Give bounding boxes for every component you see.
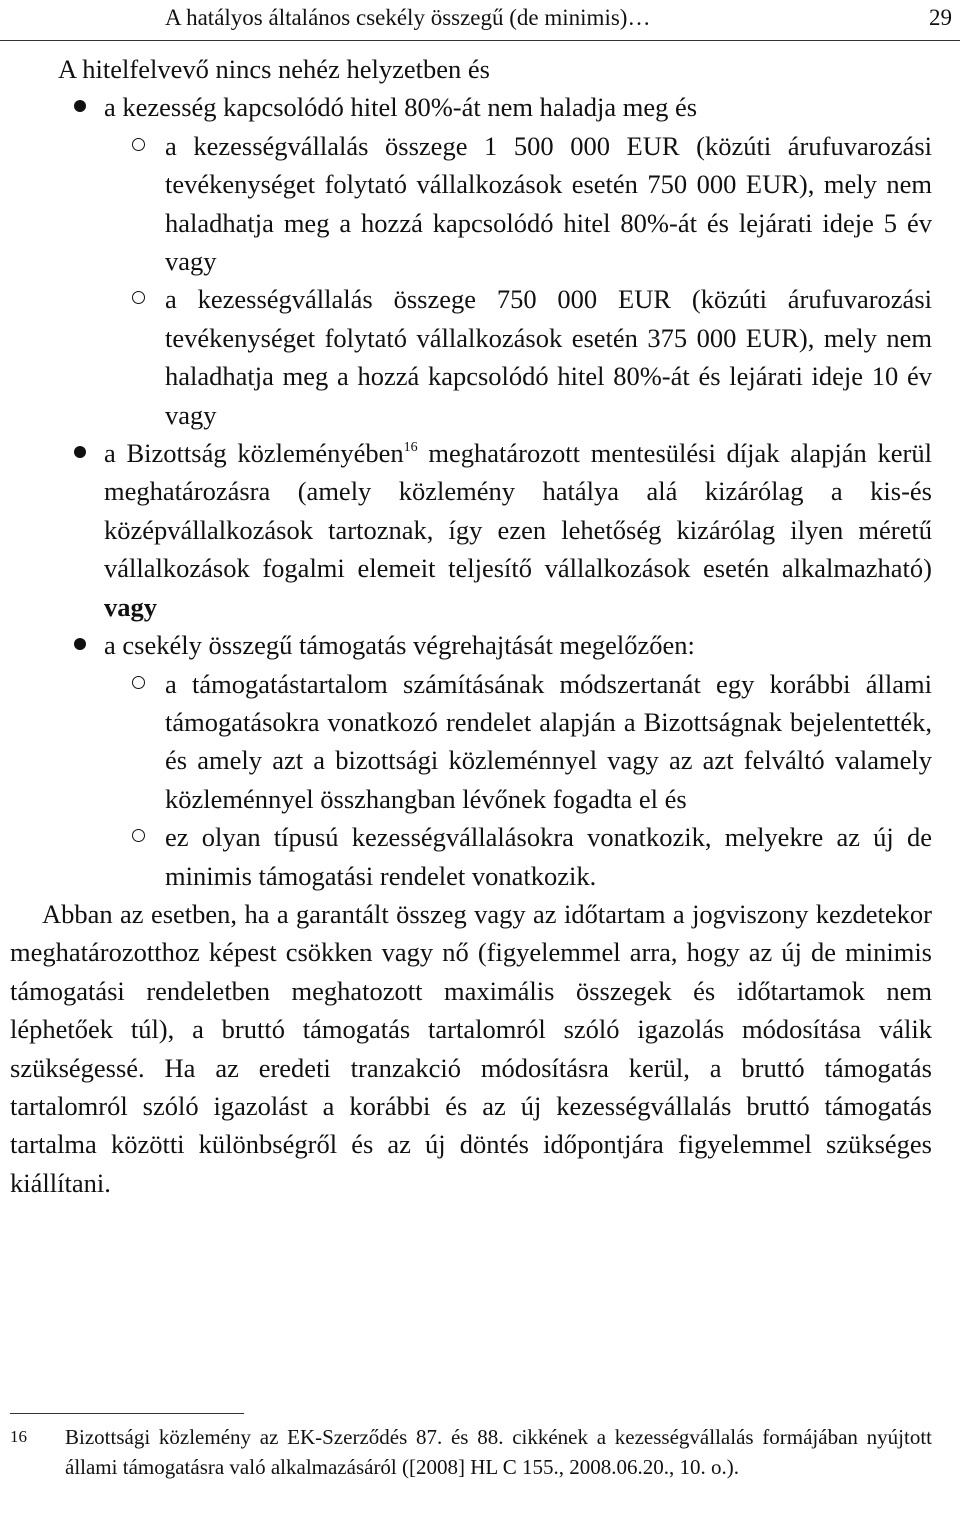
sub-list-item (10, 127, 932, 281)
list-item-text-part: a Bizottság közleményében (104, 438, 404, 469)
bullet-circle-icon (132, 138, 145, 151)
footnote-text: Bizottsági közlemény az EK-Szerződés 87. és 88. cikkének a kezességvállalás formájában nyújtott állami támogatásra való alkalmazásáról ([2008] HL C 155., 2008.06.20., 10. o.). (65, 1425, 932, 1479)
list-item-text-part: meghatározott mentesülési díjak alapján kerül meghatározásra (amely közlemény hatálya alá kizárólag a kis-és középvállalkozások tartoznak, így ezen lehetőség kizárólag ilyen méretű vállalkozások fogalmi elemeit teljesítő vállalkozások esetén alkalmazható) (104, 438, 932, 584)
sub-list-item (10, 665, 932, 819)
bullet-circle-icon (132, 291, 145, 304)
sub-list-item-text: a kezességvállalás összege 750 000 EUR (közúti árufuvarozási tevékenységet folytató vállalkozások esetén 375 000 EUR), mely nem haladhatja meg a hozzá kapcsolódó hitel 80%-át és lejárati ideje 10 év vagy (165, 284, 932, 430)
body-paragraph: Abban az esetben, ha a garantált összeg vagy az időtartam a jogviszony kezdetekor meghatározotthoz képest csökken vagy nő (figyelemmel arra, hogy az új de minimis támogatási rendeletben meghatozott maximális összegek és időtartamok nem léphetőek túl), a bruttó támogatás tartalomról szóló igazolás módosítása válik szükségessé. Ha az eredeti tranzakció módosításra kerül, a bruttó támogatás tartalomról szóló igazolást a korábbi és az új kezességvállalás bruttó támogatás tartalma közötti különbségről és az új döntés időpontjára figyelemmel szükséges kiállítani. (10, 898, 932, 1198)
list-item (10, 434, 932, 626)
sub-list-item-text: a kezességvállalás összege 1 500 000 EUR (közúti árufuvarozási tevékenységet folytató vállalkozások esetén 750 000 EUR), mely nem haladhatja meg a hozzá kapcsolódó hitel 80%-át és lejárati ideje 5 év vagy (165, 130, 932, 277)
list-item (10, 626, 932, 664)
list-item-text: a csekély összegű támogatás végrehajtását megelőzően: (104, 630, 695, 661)
footnote-number: 16 (10, 1427, 27, 1446)
list-item (10, 88, 932, 126)
bullet-dot-icon (74, 446, 86, 458)
footnote (10, 1422, 932, 1482)
sub-list-item-text: a támogatástartalom számításának módszertanát egy korábbi állami támogatásokra vonatkozó rendelet alapján a Bizottságnak bejelentették, és amely azt a bizottsági közleménnyel vagy az azt felváltó valamely közleménnyel összhangban lévőnek fogadta el és (165, 668, 932, 814)
intro-line: A hitelfelvevő nincs nehéz helyzetben és (58, 54, 490, 84)
list-item-text (104, 438, 932, 622)
page-body (10, 50, 932, 1229)
page-header (0, 0, 960, 41)
bullet-dot-icon (74, 100, 86, 112)
sub-list-item (10, 818, 932, 895)
bullet-dot-icon (74, 638, 86, 650)
sub-list-item (10, 280, 932, 434)
footnote-divider (10, 1413, 244, 1414)
list-item-text: a kezesség kapcsolódó hitel 80%-át nem haladja meg és (104, 92, 698, 123)
footnote-reference[interactable]: 16 (403, 440, 418, 456)
page-number: 29 (929, 5, 952, 30)
sub-list-item-text: ez olyan típusú kezességvállalásokra vonatkozik, melyekre az új de minimis támogatási rendelet vonatkozik. (165, 822, 932, 891)
bullet-circle-icon (132, 676, 145, 689)
emphasis-word: vagy (104, 591, 157, 622)
bullet-circle-icon (132, 829, 145, 842)
running-title: A hatályos általános csekély összegű (de minimis)… (165, 5, 651, 30)
